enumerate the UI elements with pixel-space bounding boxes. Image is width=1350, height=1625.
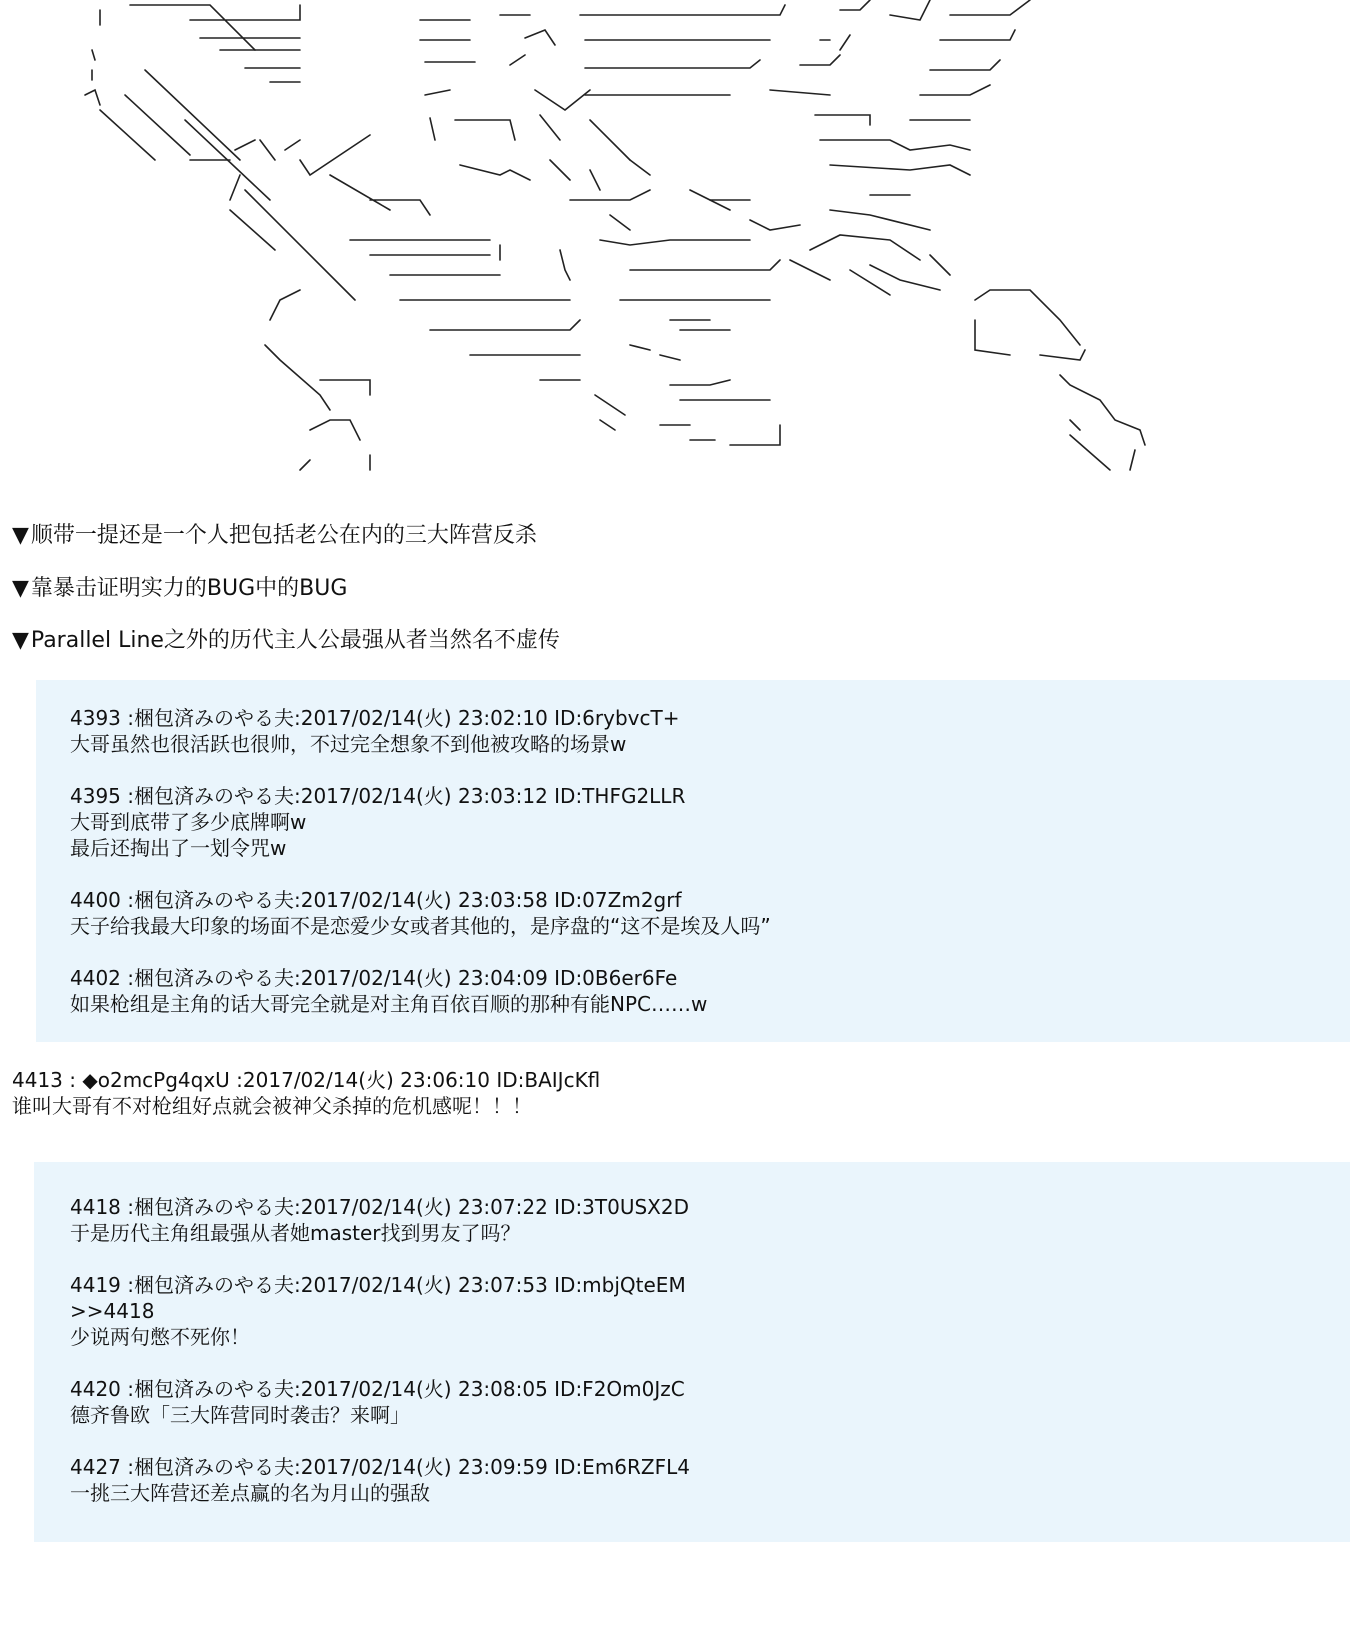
comment-body: 于是历代主角组最强从者她master找到男友了吗？ [70,1221,521,1245]
comment-header: 4427 :梱包済みのやる夫:2017/02/14(火) 23:09:59 ID:Em6RZFL4 [70,1455,690,1479]
ascii-art-illustration [70,0,1230,495]
comment-body: 如果枪组是主角的话大哥完全就是对主角百依百顺的那种有能NPC……w [70,992,708,1016]
comment-body: 大哥虽然也很活跃也很帅，不过完全想象不到他被攻略的场景w [70,732,627,756]
triangle-marker-icon: ▼ [12,628,29,653]
author-post-body: 谁叫大哥有不对枪组好点就会被神父杀掉的危机感呢！！！ [12,1094,532,1118]
comment-post [70,1454,690,1506]
comment-body: 德齐鲁欧「三大阵营同时袭击？来啊」 [70,1403,410,1427]
comment-body: 一挑三大阵营还差点赢的名为月山的强敌 [70,1481,430,1505]
author-post-header: 4413 : ◆o2mcPg4qxU :2017/02/14(火) 23:06:10 ID:BAIJcKfl [12,1068,601,1092]
narration-line: ▼靠暴击证明实力的BUG中的BUG [12,576,348,601]
comment-post [70,1272,686,1350]
comment-header: 4393 :梱包済みのやる夫:2017/02/14(火) 23:02:10 ID:6rybvcT+ [70,706,680,730]
comment-body: 少说两句憋不死你！ [70,1325,250,1349]
comment-post [70,887,771,939]
comment-post [70,783,685,861]
comment-body: 天子给我最大印象的场面不是恋爱少女或者其他的，是序盘的“这不是埃及人吗” [70,914,771,938]
comment-header: 4418 :梱包済みのやる夫:2017/02/14(火) 23:07:22 ID:3T0USX2D [70,1195,690,1219]
comment-header: 4400 :梱包済みのやる夫:2017/02/14(火) 23:03:58 ID:07Zm2grf [70,888,682,912]
triangle-marker-icon: ▼ [12,523,29,548]
narration-line: ▼Parallel Line之外的历代主人公最强从者当然名不虚传 [12,628,560,653]
comment-header: 4420 :梱包済みのやる夫:2017/02/14(火) 23:08:05 ID:F2Om0JzC [70,1377,685,1401]
comment-body: 大哥到底带了多少底牌啊w [70,810,307,834]
reply-anchor-link[interactable]: >>4418 [70,1299,155,1323]
author-post [12,1067,600,1119]
narration-line: ▼顺带一提还是一个人把包括老公在内的三大阵营反杀 [12,523,537,548]
comment-body: 最后还掏出了一划令咒w [70,836,287,860]
comment-post [70,1194,689,1246]
comment-header: 4402 :梱包済みのやる夫:2017/02/14(火) 23:04:09 ID:0B6er6Fe [70,966,678,990]
triangle-marker-icon: ▼ [12,576,29,601]
comment-header: 4395 :梱包済みのやる夫:2017/02/14(火) 23:03:12 ID:THFG2LLR [70,784,686,808]
comment-post [70,705,679,757]
comment-post [70,1376,685,1428]
comment-header: 4419 :梱包済みのやる夫:2017/02/14(火) 23:07:53 ID:mbjQteEM [70,1273,686,1297]
comment-post [70,965,707,1017]
